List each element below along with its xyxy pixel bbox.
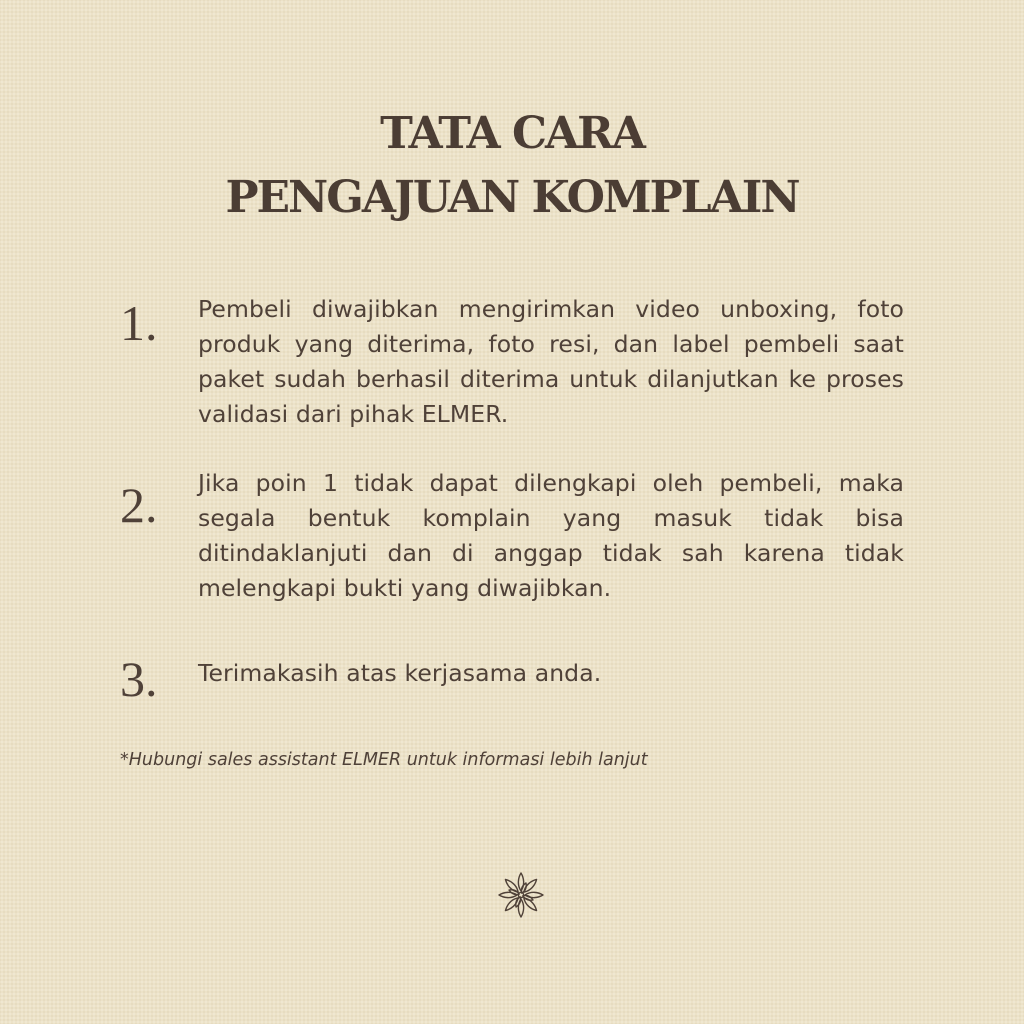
step-number: 1. [120, 295, 158, 351]
lotus-flower-icon [496, 870, 546, 920]
step-text: Jika poin 1 tidak dapat dilengkapi oleh pembeli, maka segala bentuk komplain yang masuk tidak bisa ditindaklanjuti dan di anggap tidak sah karena tidak melengkapi bukti yang diwajibkan. [198, 469, 904, 602]
step-text: Terimakasih atas kerjasama anda. [198, 659, 602, 687]
step-number: 3. [120, 651, 158, 707]
page-title-line-2: PENGAJUAN KOMPLAIN [225, 172, 799, 223]
page-title-line-1: TATA CARA [380, 108, 644, 159]
step-number: 2. [120, 477, 158, 533]
step-text: Pembeli diwajibkan mengirimkan video unboxing, foto produk yang diterima, foto resi, dan label pembeli saat paket sudah berhasil diterima untuk dilanjutkan ke proses validasi dari pihak ELMER. [198, 295, 904, 428]
footnote: *Hubungi sales assistant ELMER untuk informasi lebih lanjut [120, 750, 648, 770]
